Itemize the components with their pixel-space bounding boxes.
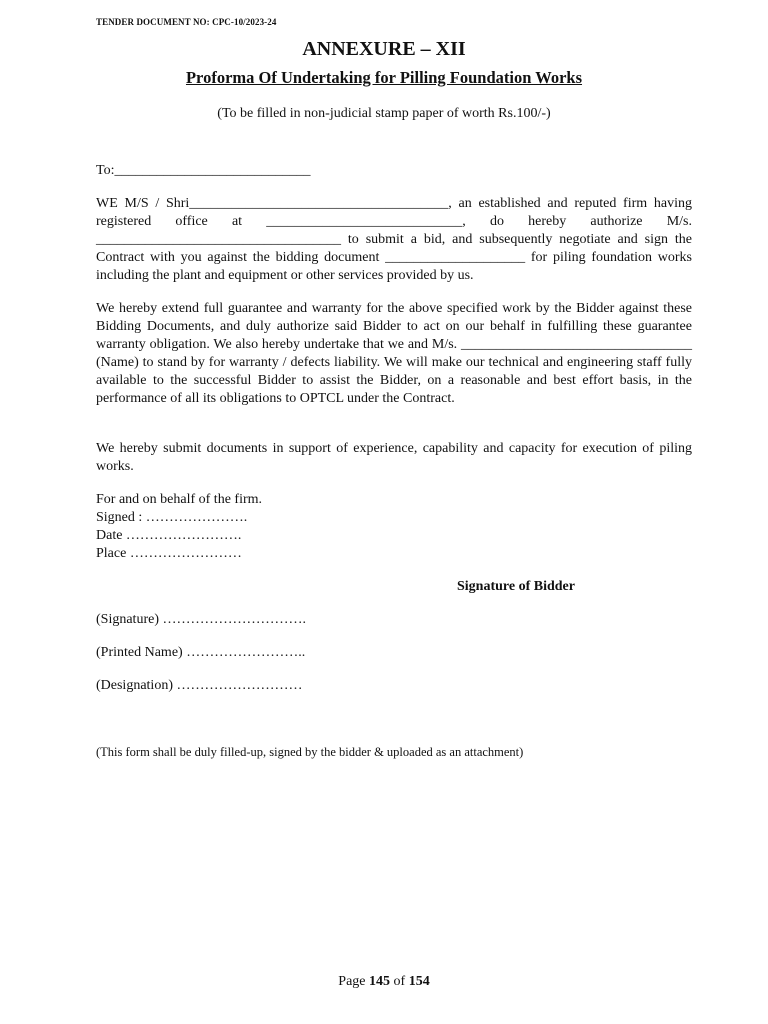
behalf-intro: For and on behalf of the firm. bbox=[96, 492, 263, 507]
firm-signoff-block bbox=[96, 491, 692, 563]
form-footnote: (This form shall be duly filled-up, signed by the bidder & uploaded as an attachment) bbox=[96, 745, 524, 759]
page-total: 154 bbox=[408, 974, 430, 989]
bidder-signature-field: (Signature) …………………………. bbox=[96, 612, 306, 627]
signed-field: Signed : …………………. bbox=[96, 510, 248, 525]
page-current: 145 bbox=[369, 974, 391, 989]
document-subtitle bbox=[0, 68, 768, 88]
addressee-line: To:____________________________ bbox=[96, 163, 311, 178]
stamp-paper-note: (To be filled in non-judicial stamp paper of worth Rs.100/-) bbox=[217, 106, 551, 121]
bidder-printed-name-field: (Printed Name) …………………….. bbox=[96, 645, 306, 660]
annexure-title: ANNEXURE – XII bbox=[302, 38, 466, 60]
place-field: Place …………………… bbox=[96, 546, 242, 561]
page-word: Page bbox=[338, 974, 366, 989]
signature-of-bidder-heading: Signature of Bidder bbox=[457, 579, 575, 594]
documents-paragraph: We hereby submit documents in support of experience, capability and capacity for execution of piling works. bbox=[96, 441, 692, 474]
page-number bbox=[0, 974, 768, 990]
tender-document-number: TENDER DOCUMENT NO: CPC-10/2023-24 bbox=[96, 17, 277, 27]
date-field: Date ……………………. bbox=[96, 528, 242, 543]
page-of-word: of bbox=[393, 974, 406, 989]
subtitle-text: Proforma Of Undertaking for Pilling Foundation Works bbox=[185, 68, 583, 87]
guarantee-paragraph: We hereby extend full guarantee and warranty for the above specified work by the Bidder against these Bidding Documents, and duly authorize said Bidder to act on our behalf in fulfilling these guarantee warranty obligation. We also hereby undertake that we and M/s. _________________________________ (Name) to stand by for warranty / defects liability. We will make our technical and engineering staff fully available to the successful Bidder to assist the Bidder, on a reasonable and best effort basis, in the performance of all its obligations to OPTCL under the Contract. bbox=[96, 301, 692, 406]
bidder-designation-field: (Designation) ……………………… bbox=[96, 678, 303, 693]
authorization-paragraph: WE M/S / Shri_____________________________________, an established and reputed firm having registered office at ____________________________, do hereby authorize M/s. ___________________________________ to submit a bid, and subsequently negotiate and sign the Contract with you against the bidding document ____________________ for piling foundation works including the plant and equipment or other services provided by us. bbox=[96, 196, 692, 283]
